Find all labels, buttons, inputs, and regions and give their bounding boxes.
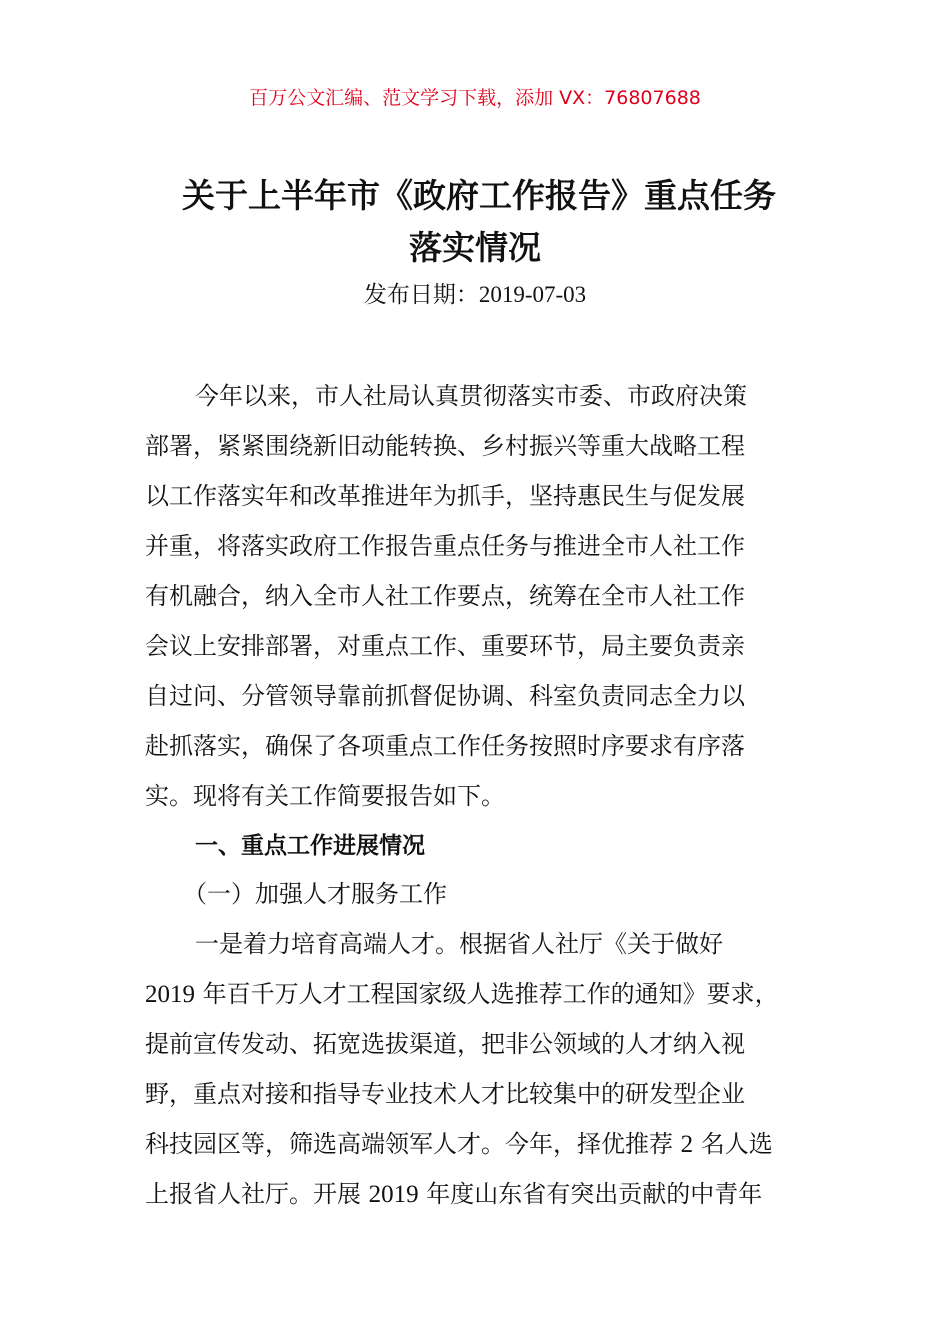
para2-line-5-post: 名人选 <box>693 1130 773 1158</box>
publish-date-label: 发布日期： <box>363 282 479 308</box>
para2-line-6-num: 2019 <box>368 1181 419 1208</box>
section-heading-1: 一、重点工作进展情况 <box>195 833 425 859</box>
publish-date-value: 2019-07-03 <box>478 282 587 307</box>
para2-line-5 <box>145 1126 773 1163</box>
watermark-text: 百万公文汇编、范文学习下载，添加 VX：76807688 <box>249 87 701 109</box>
intro-line-6: 会议上安排部署，对重点工作、重要环节，局主要负责亲 <box>145 632 745 660</box>
para2-line-5-num: 2 <box>680 1131 694 1158</box>
para2-line-6 <box>145 1176 762 1213</box>
para2-line-2 <box>145 976 779 1013</box>
para2-line-5-pre: 科技园区等，筛选高端领军人才。今年，择优推荐 <box>145 1130 681 1158</box>
intro-line-1: 今年以来，市人社局认真贯彻落实市委、市政府决策 <box>195 382 747 410</box>
intro-line-3: 以工作落实年和改革推进年为抓手，坚持惠民生与促发展 <box>145 482 745 510</box>
intro-line-7: 自过问、分管领导靠前抓督促协调、科室负责同志全力以 <box>145 682 745 710</box>
document-title-line-2: 落实情况 <box>409 228 541 267</box>
para2-line-2-text: 年百千万人才工程国家级人选推荐工作的通知》要求， <box>195 980 779 1008</box>
para2-line-1: 一是着力培育高端人才。根据省人社厅《关于做好 <box>195 930 723 958</box>
para2-line-6-post: 年度山东省有突出贡献的中青年 <box>418 1180 763 1208</box>
para2-line-6-pre: 上报省人社厅。开展 <box>145 1180 369 1208</box>
intro-line-8: 赴抓落实，确保了各项重点工作任务按照时序要求有序落 <box>145 732 745 760</box>
intro-line-5: 有机融合，纳入全市人社工作要点，统筹在全市人社工作 <box>145 582 745 610</box>
intro-line-4: 并重，将落实政府工作报告重点任务与推进全市人社工作 <box>145 532 745 560</box>
para2-line-4: 野，重点对接和指导专业技术人才比较集中的研发型企业 <box>145 1080 745 1108</box>
para2-line-3: 提前宣传发动、拓宽选拔渠道，把非公领域的人才纳入视 <box>145 1030 745 1058</box>
intro-line-2: 部署，紧紧围绕新旧动能转换、乡村振兴等重大战略工程 <box>145 432 745 460</box>
subsection-heading-1: （一）加强人才服务工作 <box>183 880 447 908</box>
watermark-banner <box>0 84 950 112</box>
para2-line-2-year: 2019 <box>145 981 195 1008</box>
publish-date <box>0 278 950 312</box>
intro-line-9: 实。现将有关工作简要报告如下。 <box>145 782 505 810</box>
document-title-line-1: 关于上半年市《政府工作报告》重点任务 <box>182 176 776 215</box>
